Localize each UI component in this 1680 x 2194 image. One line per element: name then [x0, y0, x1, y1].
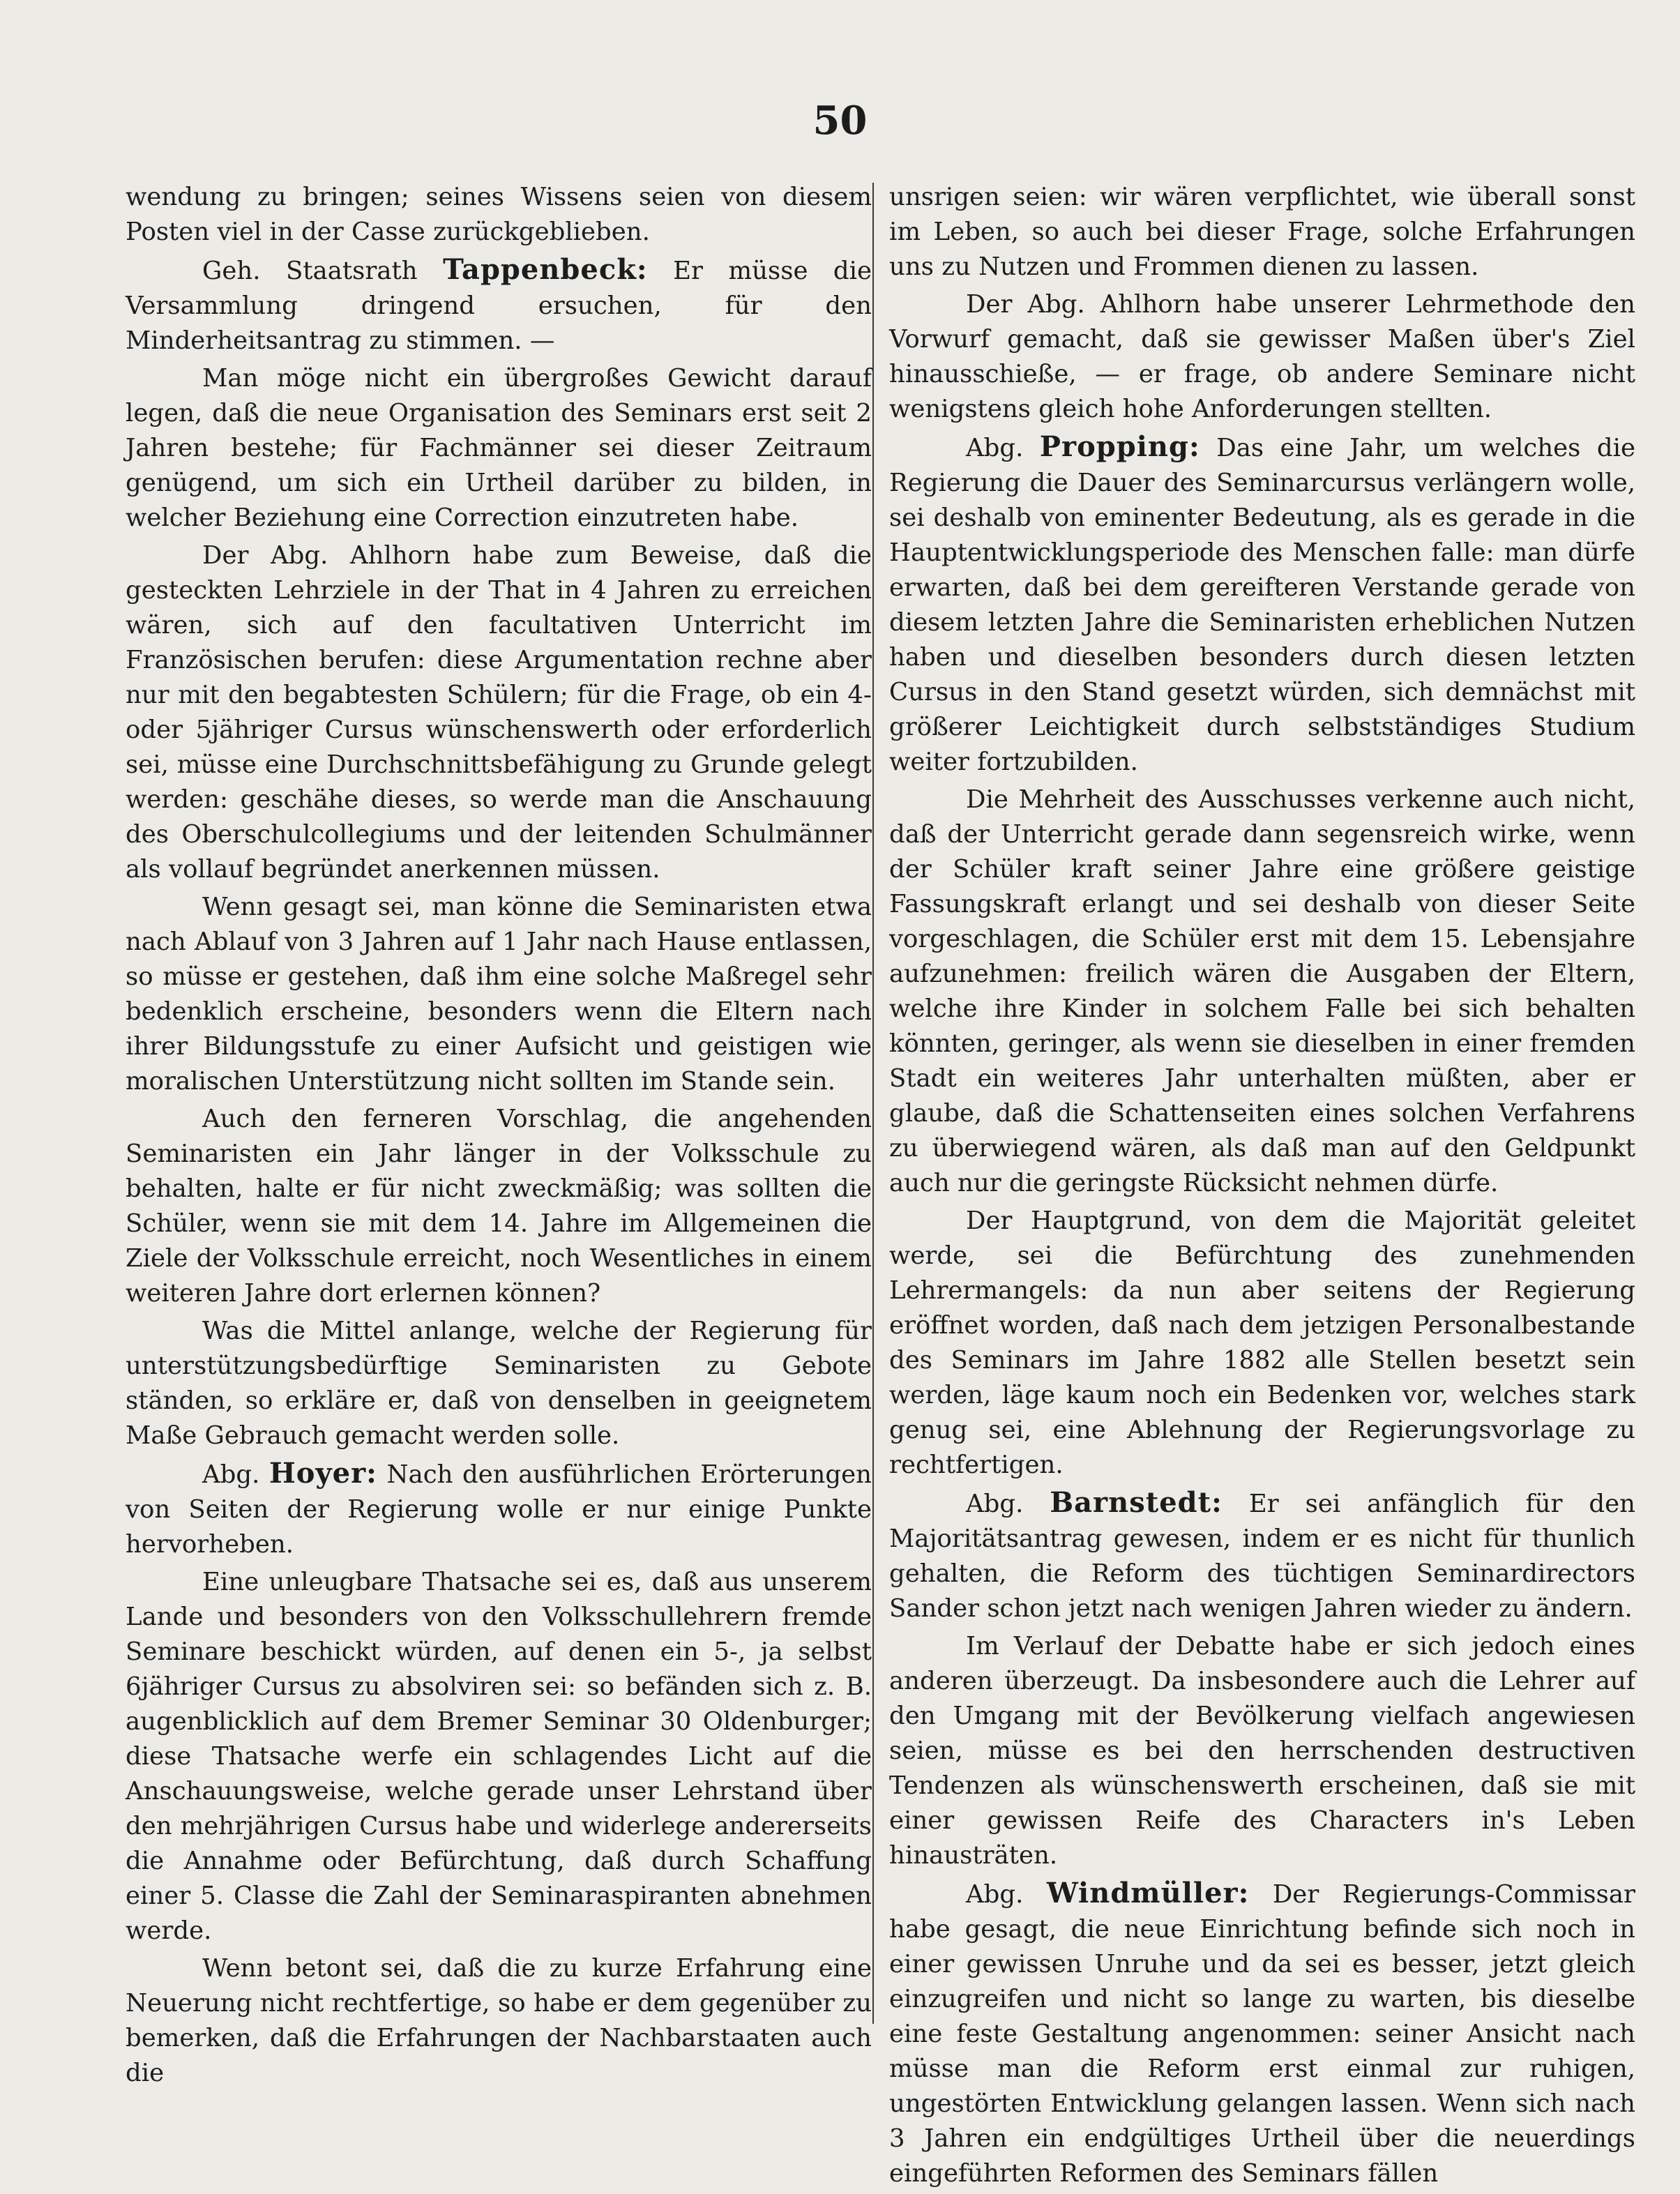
paragraph: Man möge nicht ein übergroßes Gewicht darauf legen, daß die neue Organisation des Seminars erst seit 2 Jahren bestehe; für Fachmänner sei dieser Zeitraum genügend, um sich ein Urtheil darüber zu bilden, in welcher Beziehung eine Correction einzutreten habe. — [126, 364, 872, 532]
paragraph: Wenn betont sei, daß die zu kurze Erfahrung eine Neuerung nicht rechtfertige, so habe er dem gegenüber zu bemerken, daß die Erfahrungen der Nachbarstaaten auch die — [126, 1954, 872, 2087]
speaker-name: Propping: — [1039, 430, 1200, 463]
paragraph: unsrigen seien: wir wären verpflichtet, wie überall sonst im Leben, so auch bei dieser Frage, solche Erfahrungen uns zu Nutzen und Frommen dienen zu lassen. — [889, 183, 1635, 281]
left-column — [126, 180, 872, 2094]
paragraph: Der Abg. Ahlhorn habe zum Beweise, daß die gesteckten Lehrziele in der That in 4 Jahren zu erreichen wären, sich auf den facultativen Unterricht im Französischen berufen: diese Argumentation rechne aber nur mit den begabtesten Schülern; für die Frage, ob ein 4- oder 5jähriger Cursus wünschenswerth oder erforderlich sei, müsse eine Durchschnittsbefähigung zu Grunde gelegt werden: geschähe dieses, so werde man die Anschauung des Oberschulcollegiums und der leitenden Schulmänner als vollauf begründet anerkennen müssen. — [126, 541, 872, 884]
paragraph: Wenn gesagt sei, man könne die Seminaristen etwa nach Ablauf von 3 Jahren auf 1 Jahr nach Hause entlassen, so müsse er gestehen, daß ihm eine solche Maßregel sehr bedenklich erscheine, besonders wenn die Eltern nach ihrer Bildungsstufe zu einer Aufsicht und geistigen wie moralischen Unterstützung nicht sollten im Stande sein. — [126, 893, 872, 1096]
right-column — [889, 180, 1635, 2194]
speaker-name: Tappenbeck: — [443, 253, 648, 286]
paragraph: Abg. Windmüller: Der Regierungs-Commissar habe gesagt, die neue Einrichtung befinde sich noch in einer gewissen Unruhe und da sei es besser, jetzt gleich einzugreifen und nicht so lange zu warten, bis dieselbe eine feste Gestaltung angenommen: seiner Ansicht nach müsse man die Reform erst einmal zur ruhigen, ungestörten Entwicklung gelangen lassen. Wenn sich nach 3 Jahren ein endgültiges Urtheil über die neuerdings eingeführten Reformen des Seminars fällen — [889, 1877, 1635, 2188]
paragraph: Abg. Propping: Das eine Jahr, um welches die Regierung die Dauer des Seminarcursus verlängern wolle, sei deshalb von eminenter Bedeutung, als es gerade in die Hauptentwicklungsperiode des Menschen falle: man dürfe erwarten, daß bei dem gereifteren Verstande gerade von diesem letzten Jahre die Seminaristen erheblichen Nutzen haben und dieselben besonders durch diesen letzten Cursus in den Stand gesetzt würden, sich demnächst mit größerer Leichtigkeit durch selbstständiges Studium weiter fortzubilden. — [889, 430, 1635, 776]
paragraph: Geh. Staatsrath Tappenbeck: Er müsse die Versammlung dringend ersuchen, für den Minderheitsantrag zu stimmen. — — [126, 253, 872, 355]
paragraph: Abg. Barnstedt: Er sei anfänglich für den Majoritätsantrag gewesen, indem er es nicht für thunlich gehalten, die Reform des tüchtigen Seminardirectors Sander schon jetzt nach wenigen Jahren wieder zu ändern. — [889, 1486, 1635, 1623]
paragraph: Der Hauptgrund, von dem die Majorität geleitet werde, sei die Befürchtung des zunehmenden Lehrermangels: da nun aber seitens der Regierung eröffnet worden, daß nach dem jetzigen Personalbestande des Seminars im Jahre 1882 alle Stellen besetzt sein werden, läge kaum noch ein Bedenken vor, welches stark genug sei, eine Ablehnung der Regierungsvorlage zu rechtfertigen. — [889, 1206, 1635, 1479]
paragraph: Im Verlauf der Debatte habe er sich jedoch eines anderen überzeugt. Da insbesondere auch die Lehrer auf den Umgang mit der Bevölkerung vielfach angewiesen seien, müsse es bei den herrschenden destructiven Tendenzen als wünschenswerth erscheinen, daß sie mit einer gewissen Reife des Characters in's Leben hinausträten. — [889, 1632, 1635, 1870]
paragraph: wendung zu bringen; seines Wissens seien von diesem Posten viel in der Casse zurückgeblieben. — [126, 183, 872, 246]
speaker-name: Barnstedt: — [1050, 1486, 1223, 1519]
paragraph: Der Abg. Ahlhorn habe unserer Lehrmethode den Vorwurf gemacht, daß sie gewisser Maßen über's Ziel hinausschieße, — er frage, ob andere Seminare nicht wenigstens gleich hohe Anforderungen stellten. — [889, 290, 1635, 423]
column-divider — [872, 183, 874, 2024]
paragraph: Die Mehrheit des Ausschusses verkenne auch nicht, daß der Unterricht gerade dann segensreich wirke, wenn der Schüler kraft seiner Jahre eine größere geistige Fassungskraft erlangt und sei deshalb von dieser Seite vorgeschlagen, die Schüler erst mit dem 15. Lebensjahre aufzunehmen: freilich wären die Ausgaben der Eltern, welche ihre Kinder in solchem Falle bei sich behalten könnten, geringer, als wenn sie dieselben in einer fremden Stadt ein weiteres Jahr unterhalten müßten, aber er glaube, daß die Schattenseiten eines solchen Verfahrens zu überwiegend wären, als daß man auf den Geldpunkt auch nur die geringste Rücksicht nehmen dürfe. — [889, 785, 1635, 1197]
paragraph: Auch den ferneren Vorschlag, die angehenden Seminaristen ein Jahr länger in der Volksschule zu behalten, halte er für nicht zweckmäßig; was sollten die Schüler, wenn sie mit dem 14. Jahre im Allgemeinen die Ziele der Volksschule erreicht, noch Wesentliches in einem weiteren Jahre dort erlernen können? — [126, 1105, 872, 1308]
paragraph: Eine unleugbare Thatsache sei es, daß aus unserem Lande und besonders von den Volksschullehrern fremde Seminare beschickt würden, auf denen ein 5-, ja selbst 6jähriger Cursus zu absolviren sei: so befänden sich z. B. augenblicklich auf dem Bremer Seminar 30 Oldenburger; diese Thatsache werfe ein schlagendes Licht auf die Anschauungsweise, welche gerade unser Lehrstand über den mehrjährigen Cursus habe und widerlege andererseits die Annahme oder Befürchtung, daß durch Schaffung einer 5. Classe die Zahl der Seminaraspiranten abnehmen werde. — [126, 1568, 872, 1945]
paragraph: Abg. Hoyer: Nach den ausführlichen Erörterungen von Seiten der Regierung wolle er nur einige Punkte hervorheben. — [126, 1457, 872, 1559]
paragraph: Was die Mittel anlange, welche der Regierung für unterstützungsbedürftige Seminaristen zu Gebote ständen, so erkläre er, daß von denselben in geeignetem Maße Gebrauch gemacht werden solle. — [126, 1317, 872, 1450]
speaker-name: Hoyer: — [268, 1457, 377, 1490]
speaker-name: Windmüller: — [1046, 1877, 1250, 1909]
page-number: 50 — [812, 98, 868, 144]
